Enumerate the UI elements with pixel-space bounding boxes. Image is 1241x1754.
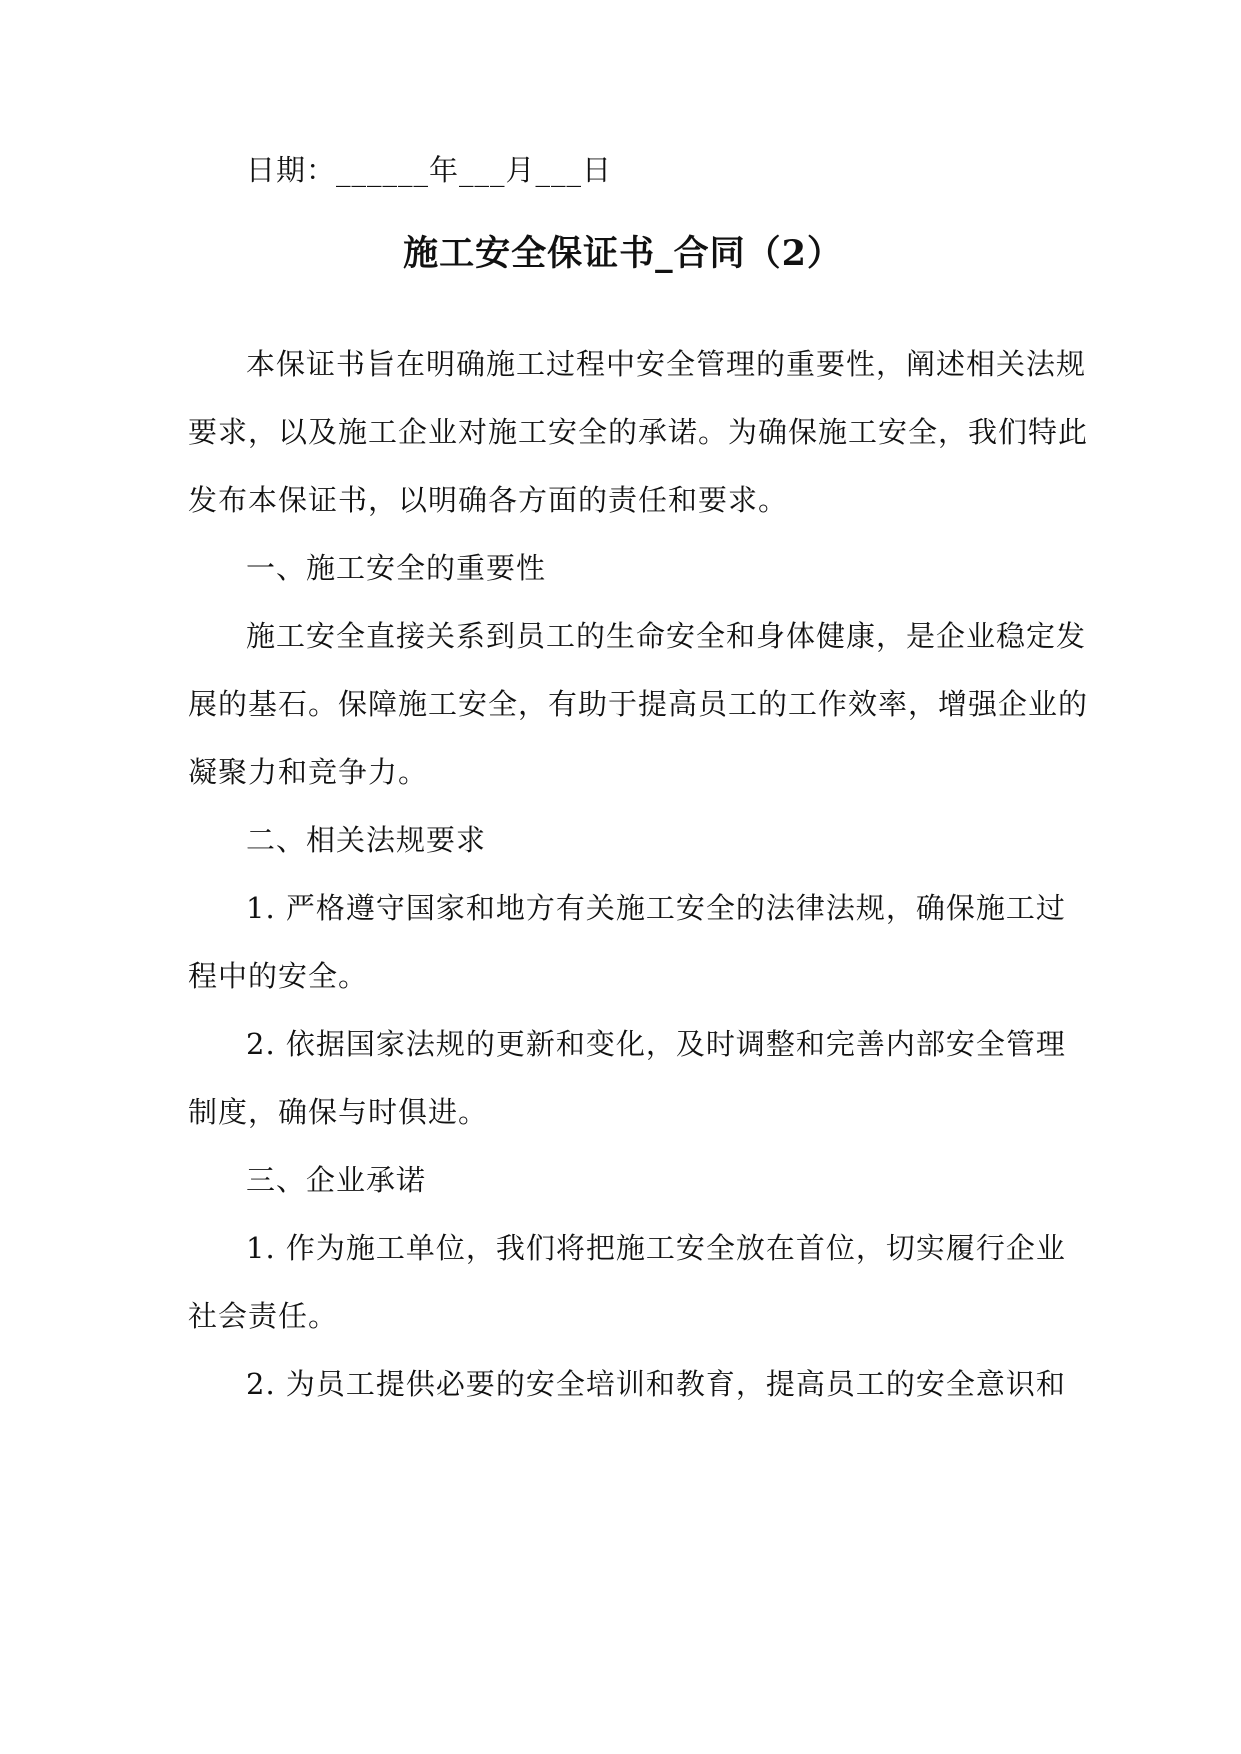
section3-item1-line-1: 1. 作为施工单位，我们将把施工安全放在首位，切实履行企业 [246, 1231, 1066, 1265]
section1-heading: 一、施工安全的重要性 [246, 551, 547, 585]
section1-line-1: 施工安全直接关系到员工的生命安全和身体健康，是企业稳定发 [246, 619, 1087, 653]
section3-heading: 三、企业承诺 [246, 1163, 427, 1197]
section1-line-3: 凝聚力和竞争力。 [188, 755, 429, 789]
section2-item1-line-2: 程中的安全。 [188, 959, 369, 993]
section2-item2-line-1: 2. 依据国家法规的更新和变化，及时调整和完善内部安全管理 [246, 1027, 1066, 1061]
section2-heading: 二、相关法规要求 [246, 823, 487, 857]
document-title: 施工安全保证书_合同（2） [403, 233, 843, 274]
intro-line-1: 本保证书旨在明确施工过程中安全管理的重要性，阐述相关法规 [246, 347, 1087, 381]
section3-item1-line-2: 社会责任。 [188, 1299, 339, 1333]
section2-item2-line-2: 制度，确保与时俱进。 [188, 1095, 489, 1129]
section1-line-2: 展的基石。保障施工安全，有助于提高员工的工作效率，增强企业的 [188, 687, 1089, 721]
date-line: 日期：______年___月___日 [246, 153, 613, 187]
section2-item1-line-1: 1. 严格遵守国家和地方有关施工安全的法律法规，确保施工过 [246, 891, 1066, 925]
section3-item2-line-1: 2. 为员工提供必要的安全培训和教育，提高员工的安全意识和 [246, 1367, 1066, 1401]
intro-line-2: 要求，以及施工企业对施工安全的承诺。为确保施工安全，我们特此 [188, 415, 1089, 449]
intro-line-3: 发布本保证书，以明确各方面的责任和要求。 [188, 483, 789, 517]
